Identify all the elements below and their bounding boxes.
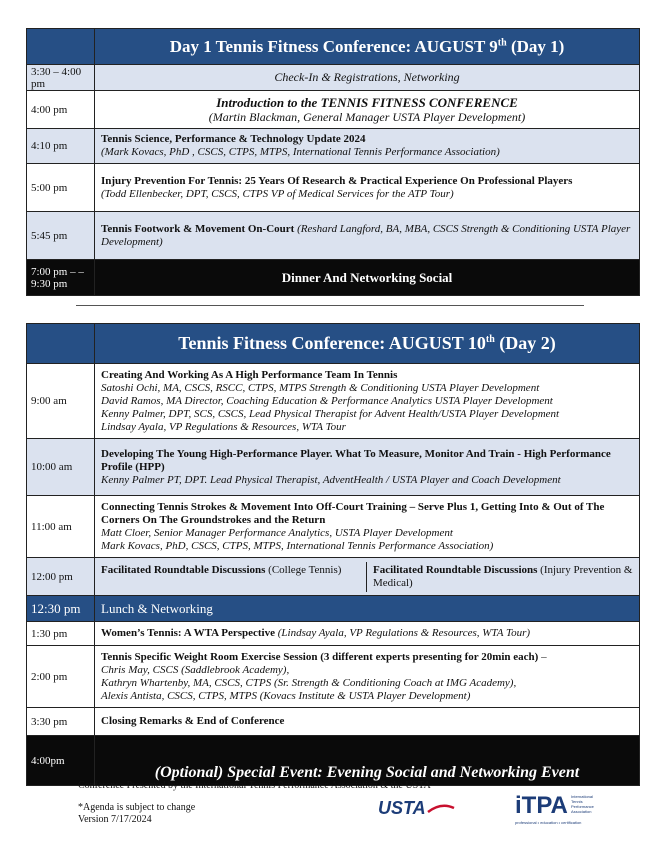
agenda-row	[27, 212, 640, 260]
time-cell: 3:30 – 4:00 pm	[27, 65, 95, 91]
itpa-logo	[515, 792, 605, 832]
session-speaker: (Martin Blackman, General Manager USTA Player Development)	[208, 110, 526, 124]
agenda-row	[27, 496, 640, 558]
roundtable-left	[95, 562, 367, 592]
session-cell	[95, 129, 640, 164]
session-title: Tennis Science, Performance & Technology Update 2024	[101, 133, 366, 145]
session-speaker: Satoshi Ochi, MA, CSCS, RSCC, CTPS, MTPS Strength & Conditioning USTA Player Development	[101, 381, 540, 394]
session-text: Lunch & Networking	[95, 596, 640, 622]
session-title: Developing The Young High-Performance Player. What To Measure, Monitor And Train - High Performance Profile (HPP)	[101, 447, 611, 473]
roundtable-title: Facilitated Roundtable Discussions	[373, 563, 538, 576]
agenda-row	[27, 439, 640, 496]
day2-section	[26, 323, 640, 786]
session-cell	[95, 164, 640, 212]
agenda-row	[27, 558, 640, 596]
section-divider	[76, 305, 584, 306]
roundtable-title: Facilitated Roundtable Discussions	[101, 563, 266, 576]
session-title: Injury Prevention For Tennis: 25 Years Of Research & Practical Experience On Professional Players	[101, 174, 573, 187]
time-cell: 9:00 am	[27, 364, 95, 439]
footer-version: Version 7/17/2024	[78, 814, 152, 825]
itpa-wordmark: iTPA	[515, 792, 568, 819]
roundtable-note: (College Tennis)	[265, 563, 342, 576]
session-speaker: Mark Kovacs, PhD, CSCS, CTPS, MTPS, International Tennis Performance Association)	[101, 539, 494, 552]
day1-heading: Day 1 Tennis Fitness Conference: AUGUST 9th (Day 1)	[95, 29, 640, 65]
roundtable-note: (Injury Prevention & Medical)	[373, 563, 633, 589]
agenda-row-highlight	[27, 260, 640, 296]
session-cell	[95, 496, 640, 558]
day1-section	[26, 28, 640, 296]
session-speaker: Matt Cloer, Senior Manager Performance Analytics, USTA Player Development	[101, 526, 453, 539]
session-title-tail: –	[538, 650, 547, 663]
time-cell: 11:00 am	[27, 496, 95, 558]
session-speaker: Lindsay Ayala, VP Regulations & Resources, WTA Tour	[101, 420, 346, 433]
session-title: Introduction to the TENNIS FITNESS CONFERENCE	[216, 95, 518, 110]
session-title: Dinner And Networking Social	[95, 260, 640, 296]
session-speaker: David Ramos, MA Director, Coaching Education & Performance Analytics USTA Player Development	[101, 394, 553, 407]
session-speaker: Kathryn Whartenby, MA, CSCS, CTPS (Sr. Strength & Conditioning Coach at IMG Academy),	[101, 676, 517, 689]
agenda-row	[27, 708, 640, 736]
roundtable-right	[367, 562, 639, 592]
session-cell	[95, 646, 640, 708]
session-title: Closing Remarks & End of Conference	[95, 708, 640, 736]
agenda-row	[27, 364, 640, 439]
session-speaker: Alexis Antista, CSCS, CTPS, MTPS (Kovacs Institute & USTA Player Development)	[101, 689, 471, 702]
footer-presented: Conference Presented by the International Tennis Performance Association & the USTA	[78, 780, 431, 791]
session-cell	[95, 364, 640, 439]
agenda-row	[27, 622, 640, 646]
session-title: Connecting Tennis Strokes & Movement Into Off-Court Training – Serve Plus 1, Getting Into & Out of The Corners On The Groundstrokes and the Return	[101, 500, 605, 526]
itpa-name: International Tennis Performance Association	[571, 794, 594, 814]
agenda-row	[27, 164, 640, 212]
session-speaker: (Todd Ellenbecker, DPT, CSCS, CTPS VP of Medical Services for the ATP Tour)	[101, 187, 454, 200]
session-cell	[95, 622, 640, 646]
day2-heading: Tennis Fitness Conference: AUGUST 10th (Day 2)	[95, 324, 640, 364]
time-cell: 12:00 pm	[27, 558, 95, 596]
time-cell: 5:00 pm	[27, 164, 95, 212]
session-title: Creating And Working As A High Performance Team In Tennis	[101, 368, 398, 381]
time-cell: 12:30 pm	[27, 596, 95, 622]
time-cell: 1:30 pm	[27, 622, 95, 646]
time-cell: 4:00pm	[27, 736, 95, 786]
usta-logo: USTA	[378, 798, 456, 819]
time-cell: 7:00 pm – – 9:30 pm	[27, 260, 95, 296]
session-speaker: (Reshard Langford, BA, MBA, CSCS Strength & Conditioning USTA Player Development)	[101, 222, 631, 248]
session-cell	[95, 439, 640, 496]
itpa-tagline: professional • education • certification	[515, 820, 582, 825]
day2-header	[27, 324, 640, 364]
session-speaker: Kenny Palmer PT, DPT. Lead Physical Therapist, AdventHealth / USTA Player and Coach Development	[101, 473, 561, 486]
session-cell	[95, 212, 640, 260]
session-speaker: (Lindsay Ayala, VP Regulations & Resources, WTA Tour)	[274, 627, 531, 639]
tennis-ball-swoosh-icon	[426, 804, 456, 814]
time-cell: 4:00 pm	[27, 91, 95, 129]
session-speaker: (Mark Kovacs, PhD , CSCS, CTPS, MTPS, International Tennis Performance Association)	[101, 146, 500, 158]
time-cell: 3:30 pm	[27, 708, 95, 736]
session-text: Check-In & Registrations, Networking	[95, 65, 640, 91]
footer-note: *Agenda is subject to change	[78, 802, 196, 813]
agenda-row-highlight	[27, 736, 640, 786]
time-cell: 5:45 pm	[27, 212, 95, 260]
session-speaker: Chris May, CSCS (Saddlebrook Academy),	[101, 663, 290, 676]
session-title: Tennis Footwork & Movement On-Court	[101, 222, 295, 235]
time-cell: 4:10 pm	[27, 129, 95, 164]
agenda-row-highlight	[27, 596, 640, 622]
time-cell: 2:00 pm	[27, 646, 95, 708]
time-cell: 10:00 am	[27, 439, 95, 496]
session-speaker: Kenny Palmer, DPT, SCS, CSCS, Lead Physical Therapist for Advent Health/USTA Player Development	[101, 407, 560, 420]
session-cell	[95, 91, 640, 129]
agenda-row	[27, 65, 640, 91]
session-title: (Optional) Special Event: Evening Social and Networking Event	[95, 736, 640, 786]
agenda-row	[27, 129, 640, 164]
agenda-row	[27, 646, 640, 708]
session-title: Women’s Tennis: A WTA Perspective	[101, 627, 275, 639]
session-title: Tennis Specific Weight Room Exercise Session (3 different experts presenting for 20min each)	[101, 650, 539, 663]
agenda-row	[27, 91, 640, 129]
roundtable-cell	[95, 558, 640, 596]
day1-header	[27, 29, 640, 65]
